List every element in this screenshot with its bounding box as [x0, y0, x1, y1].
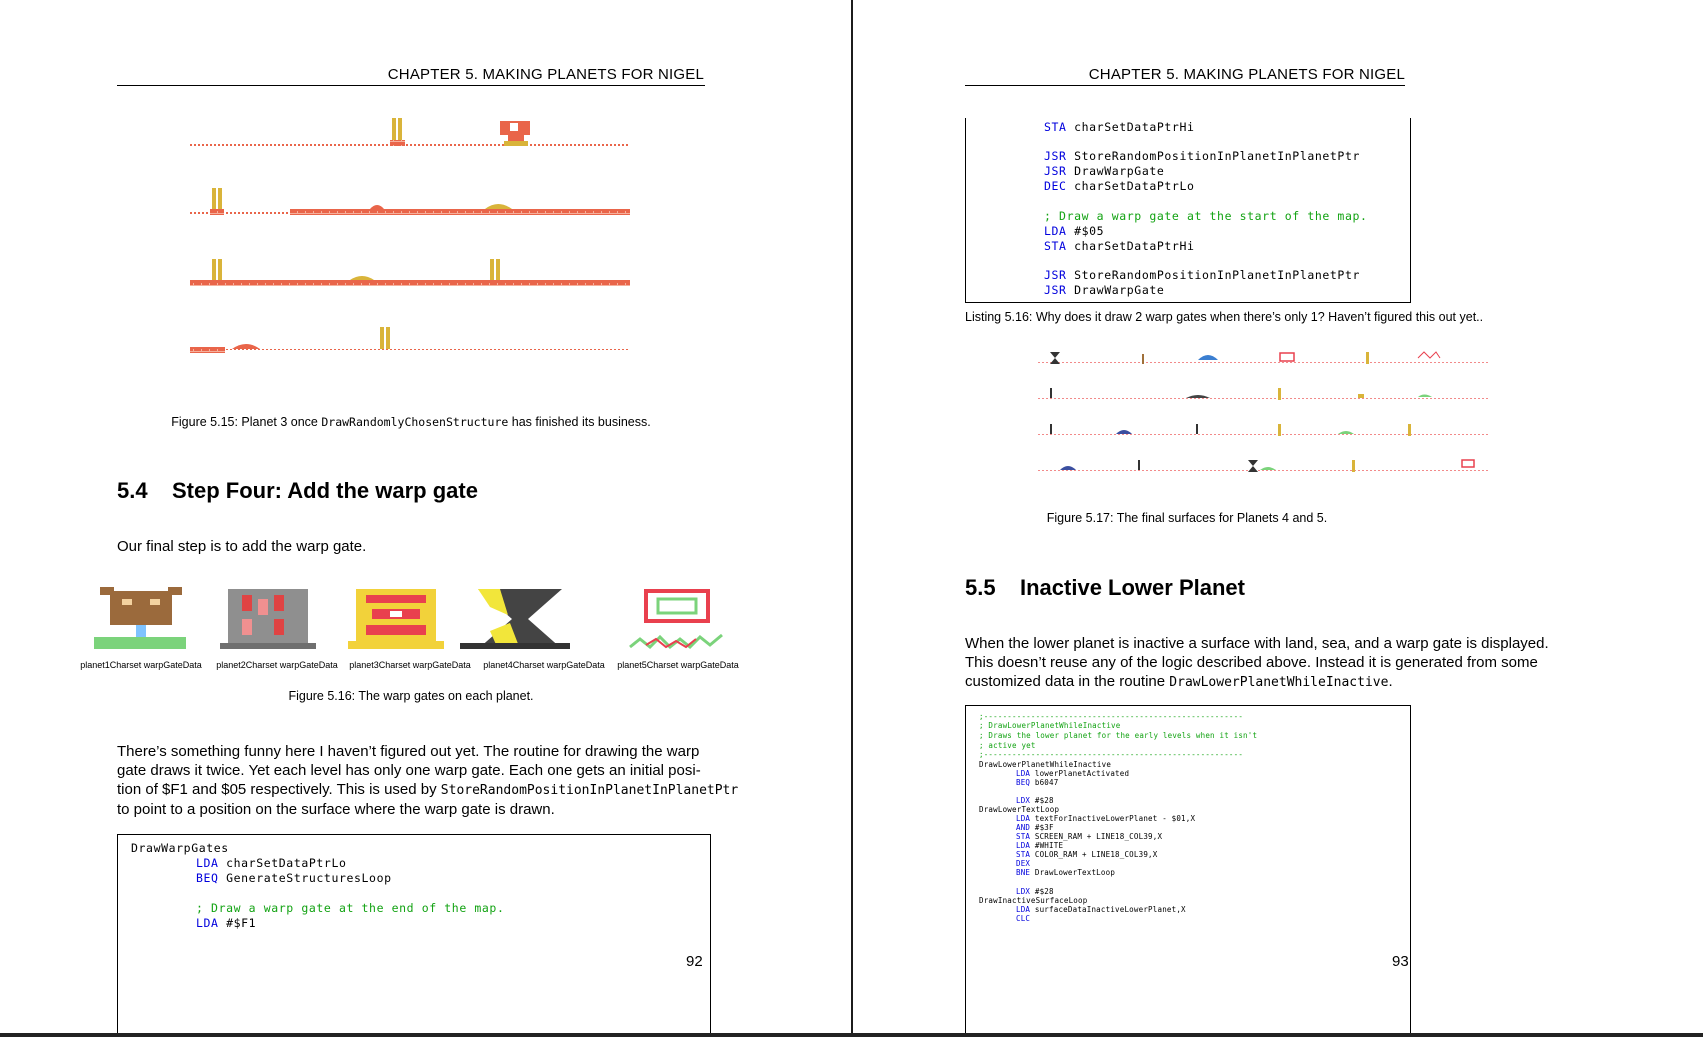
code-comment: ; Draw a warp gate at the end of the map. — [196, 901, 505, 915]
planet3-surface-figure — [190, 115, 630, 360]
code-op: JSR — [1044, 149, 1067, 163]
code-op: LDA — [196, 856, 219, 870]
code-op: JSR — [1044, 164, 1067, 178]
code-line — [1016, 850, 1157, 859]
code-arg: SCREEN_RAM + LINE18_COL39,X — [1034, 832, 1163, 841]
code-arg: b6047 — [1034, 778, 1059, 787]
code-comment: ;------------------------------------------------------- — [979, 750, 1244, 759]
planets-4-5-surface-figure — [1038, 348, 1488, 478]
warp-gate-planet2 — [220, 589, 316, 649]
warp-gate-planet4 — [460, 589, 570, 649]
code-comment: ; Draw a warp gate at the start of the map. — [1044, 209, 1368, 223]
code-arg: lowerPlanetActivated — [1034, 769, 1130, 778]
code-listing — [117, 834, 711, 1033]
code-listing-continued — [965, 118, 1411, 303]
code-line — [1016, 814, 1195, 823]
code-label: DrawWarpGates — [131, 841, 229, 855]
caption-code: DrawRandomlyChosenStructure — [321, 415, 509, 429]
code-comment: ; Draws the lower planet for the early levels when it isn't — [979, 731, 1258, 740]
code-op: LDA — [196, 916, 219, 930]
code-arg: charSetDataPtrLo — [1074, 179, 1195, 193]
paragraph-line: This doesn’t reuse any of the logic described above. Instead it is generated from some — [965, 654, 1538, 671]
code-line — [1016, 796, 1054, 805]
code-op: STA — [1044, 239, 1067, 253]
page-number: 93 — [1392, 953, 1409, 970]
code-line — [1016, 887, 1054, 896]
code-arg: DrawLowerTextLoop — [1034, 868, 1116, 877]
surface-row-1 — [1038, 352, 1488, 364]
code-arg: DrawWarpGate — [1074, 283, 1165, 297]
section-number: 5.4 — [117, 478, 148, 503]
paragraph-line: to point to a position on the surface where the warp gate is drawn. — [117, 801, 555, 818]
inline-code: DrawLowerPlanetWhileInactive — [1169, 675, 1389, 690]
surface-row-2 — [1038, 388, 1488, 400]
body-paragraph — [965, 634, 1565, 692]
code-line — [196, 871, 392, 885]
code-line — [1016, 832, 1162, 841]
surface-row-3 — [1038, 424, 1488, 436]
code-op: STA — [1016, 850, 1031, 859]
code-line — [196, 856, 347, 870]
code-arg: GenerateStructuresLoop — [226, 871, 392, 885]
figure-5-17-caption: Figure 5.17: The final surfaces for Planets 4 and 5. — [1046, 511, 1328, 525]
code-line — [1044, 224, 1104, 238]
code-op: CLC — [1016, 914, 1031, 923]
code-op: BEQ — [1016, 778, 1031, 787]
section-heading — [117, 478, 478, 504]
code-op: DEC — [1044, 179, 1067, 193]
code-op: JSR — [1044, 268, 1067, 282]
section-heading — [965, 575, 1245, 601]
code-op: STA — [1044, 120, 1067, 134]
code-op: BEQ — [196, 871, 219, 885]
figure-5-16-caption: Figure 5.16: The warp gates on each planet. — [288, 689, 534, 703]
paragraph-line: gate draws it twice. Yet each level has only one warp gate. Each one gets an initial posi- — [117, 762, 701, 779]
code-op: BNE — [1016, 868, 1031, 877]
page-number: 92 — [686, 953, 703, 970]
surface-row-1 — [190, 118, 630, 146]
code-line — [1044, 179, 1195, 193]
code-op: LDX — [1016, 796, 1031, 805]
code-arg: charSetDataPtrLo — [226, 856, 347, 870]
code-line — [1016, 769, 1129, 778]
code-arg: #$3F — [1034, 823, 1054, 832]
code-arg: COLOR_RAM + LINE18_COL39,X — [1034, 850, 1158, 859]
small-code-listing — [965, 705, 1411, 1033]
code-arg: #$F1 — [226, 916, 257, 930]
code-comment: ; DrawLowerPlanetWhileInactive — [979, 721, 1121, 730]
code-line — [1016, 841, 1063, 850]
surface-row-4 — [1038, 460, 1488, 472]
code-line — [1016, 778, 1058, 787]
paragraph-text: tion of $F1 and $05 respectively. This is used by — [117, 781, 441, 798]
warp-gate-planet5 — [630, 591, 722, 647]
code-line — [1016, 905, 1186, 914]
code-op: JSR — [1044, 283, 1067, 297]
warp-gate-planet1 — [94, 587, 186, 649]
paragraph-text: . — [1388, 673, 1393, 690]
code-arg: DrawWarpGate — [1074, 164, 1165, 178]
section-title: Inactive Lower Planet — [1020, 575, 1245, 600]
code-op: DEX — [1016, 859, 1031, 868]
code-arg: StoreRandomPositionInPlanetInPlanetPtr — [1074, 149, 1361, 163]
inline-code: StoreRandomPositionInPlanetInPlanetPtr — [440, 783, 739, 798]
code-line — [1016, 868, 1115, 877]
listing-5-16-caption: Listing 5.16: Why does it draw 2 warp gates when there’s only 1? Haven’t figured this out yet.. — [965, 310, 1484, 324]
code-op: STA — [1016, 832, 1031, 841]
bottom-bar — [0, 1033, 1703, 1037]
code-line — [1044, 268, 1360, 282]
warp-gates-figure — [90, 585, 750, 655]
right-page — [853, 0, 1703, 1033]
code-op: LDA — [1016, 841, 1031, 850]
code-arg: StoreRandomPositionInPlanetInPlanetPtr — [1074, 268, 1361, 282]
code-op: LDA — [1016, 769, 1031, 778]
surface-row-2 — [190, 188, 630, 215]
code-op: LDA — [1016, 814, 1031, 823]
warp-gate-planet3 — [348, 589, 444, 649]
gate-label: planet5Charset warpGateData — [617, 660, 739, 670]
gate-label: planet3Charset warpGateData — [349, 660, 471, 670]
running-head: CHAPTER 5. MAKING PLANETS FOR NIGEL — [387, 66, 704, 83]
paragraph-line: When the lower planet is inactive a surface with land, sea, and a warp gate is displayed. — [965, 635, 1549, 652]
figure-5-15-caption — [117, 415, 705, 429]
code-arg: #$28 — [1034, 796, 1054, 805]
code-line — [1044, 120, 1195, 134]
code-arg: #$05 — [1074, 224, 1105, 238]
gate-label: planet2Charset warpGateData — [216, 660, 338, 670]
code-line — [1016, 823, 1054, 832]
code-op: AND — [1016, 823, 1031, 832]
code-label: DrawInactiveSurfaceLoop — [979, 896, 1088, 905]
paragraph-line: There’s something funny here I haven’t figured out yet. The routine for drawing the warp — [117, 743, 700, 760]
gate-label: planet4Charset warpGateData — [483, 660, 605, 670]
code-line — [1044, 149, 1360, 163]
code-arg: surfaceDataInactiveLowerPlanet,X — [1034, 905, 1186, 914]
header-rule — [965, 85, 1405, 86]
code-op: LDA — [1016, 905, 1031, 914]
code-comment: ;------------------------------------------------------- — [979, 712, 1244, 721]
code-op: LDA — [1044, 224, 1067, 238]
code-arg: textForInactiveLowerPlanet - $01,X — [1034, 814, 1196, 823]
body-paragraph — [117, 742, 757, 819]
code-label: DrawLowerTextLoop — [979, 805, 1060, 814]
code-arg: #$28 — [1034, 887, 1054, 896]
surface-row-4 — [190, 327, 630, 353]
code-line — [1016, 914, 1035, 923]
code-label: DrawLowerPlanetWhileInactive — [979, 760, 1112, 769]
code-line — [1044, 283, 1164, 297]
code-comment: ; active yet — [979, 741, 1036, 750]
paragraph-text: customized data in the routine — [965, 673, 1170, 690]
paragraph-line — [117, 780, 757, 800]
code-line — [1044, 164, 1164, 178]
code-line — [1016, 859, 1035, 868]
running-head: CHAPTER 5. MAKING PLANETS FOR NIGEL — [1088, 66, 1405, 83]
code-line — [196, 916, 256, 930]
section-title: Step Four: Add the warp gate — [172, 478, 478, 503]
intro-paragraph: Our final step is to add the warp gate. — [117, 538, 367, 555]
header-rule — [117, 85, 705, 86]
gate-label: planet1Charset warpGateData — [80, 660, 202, 670]
code-op: LDX — [1016, 887, 1031, 896]
section-number: 5.5 — [965, 575, 996, 600]
paragraph-line — [965, 672, 1565, 692]
surface-row-3 — [190, 259, 630, 286]
code-arg: charSetDataPtrHi — [1074, 239, 1195, 253]
code-arg: charSetDataPtrHi — [1074, 120, 1195, 134]
code-arg: #WHITE — [1034, 841, 1064, 850]
left-page — [0, 0, 851, 1033]
caption-text: has finished its business. — [508, 415, 651, 429]
code-line — [1044, 239, 1195, 253]
caption-text: Figure 5.15: Planet 3 once — [171, 415, 322, 429]
